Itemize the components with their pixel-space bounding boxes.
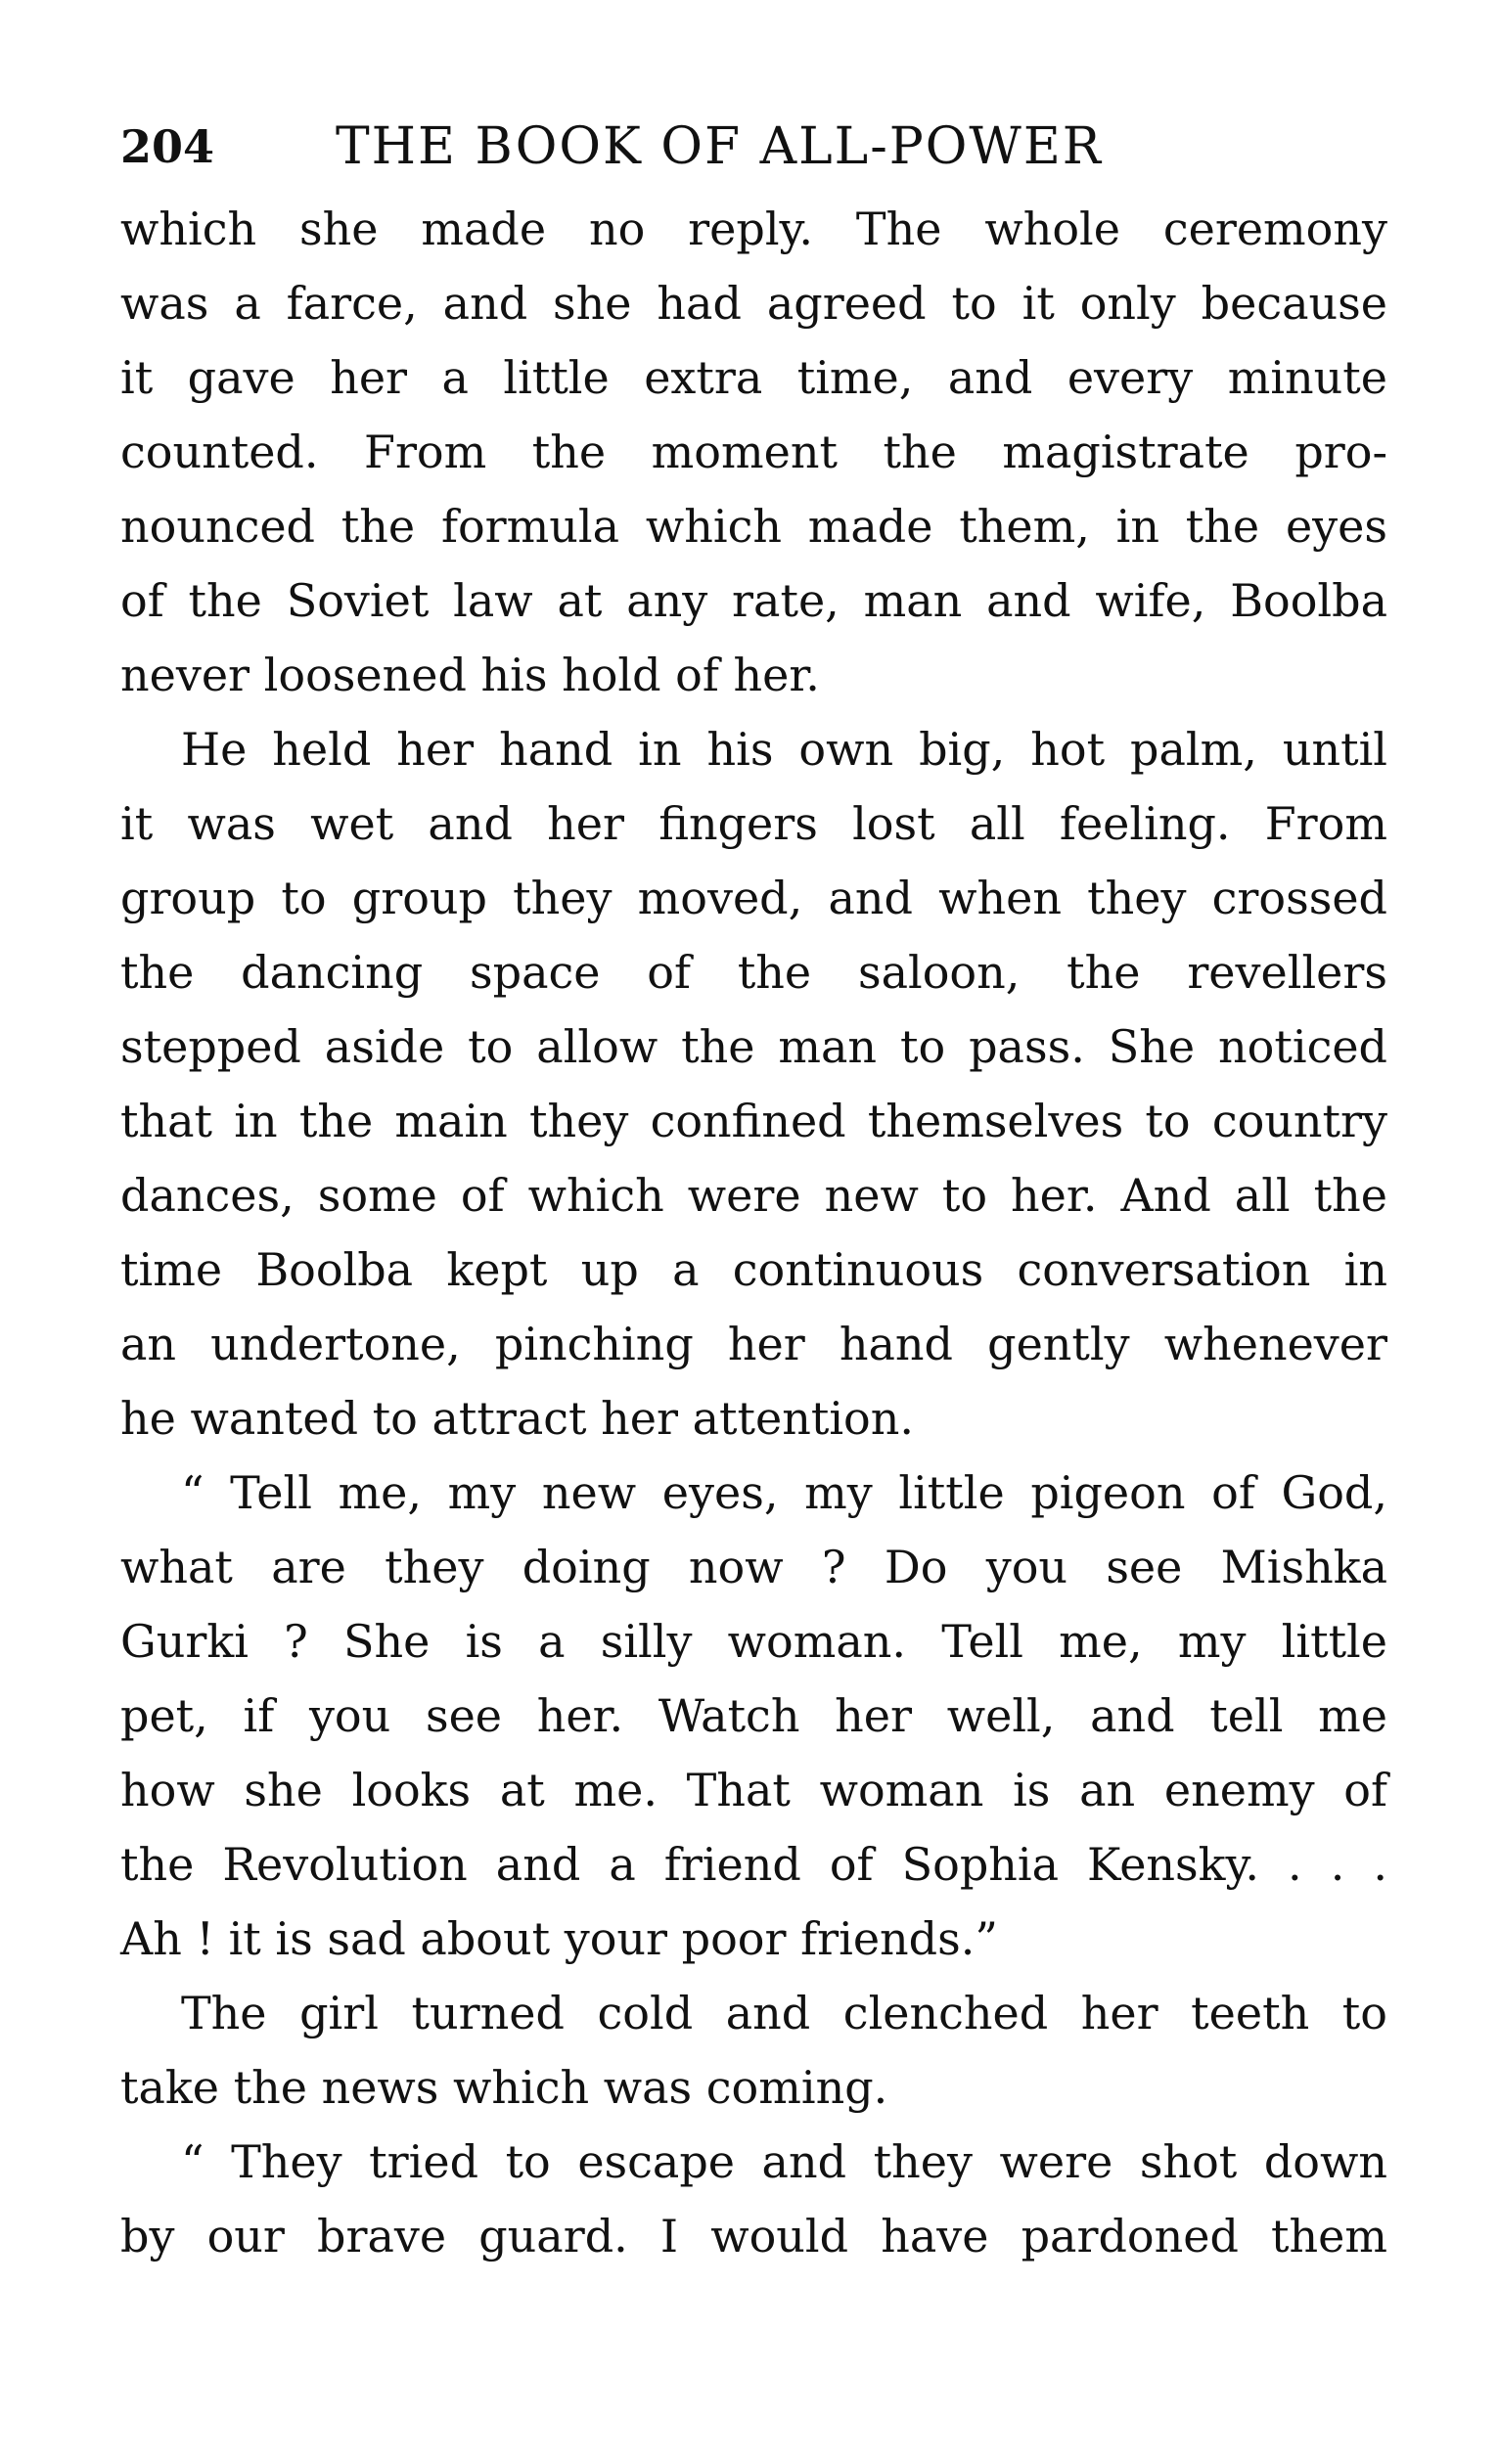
page-number: 204	[120, 120, 215, 173]
text-line: stepped aside to allow the man to pass. She noticed	[120, 1020, 1387, 1073]
text-line: dances, some of which were new to her. And all the	[120, 1169, 1387, 1222]
text-line: by our brave guard. I would have pardoned them	[120, 2210, 1387, 2262]
paragraph-4	[120, 1976, 1387, 2125]
text-line: nounced the formula which made them, in the eyes	[120, 500, 1387, 553]
text-line: he wanted to attract her attention.	[120, 1392, 914, 1445]
text-line: the dancing space of the saloon, the revellers	[120, 946, 1387, 999]
text-line: pet, if you see her. Watch her well, and tell me	[120, 1689, 1387, 1742]
text-line: “ Tell me, my new eyes, my little pigeon of God,	[181, 1466, 1387, 1519]
paragraph-3	[120, 1456, 1387, 1976]
text-line: what are they doing now ? Do you see Mishka	[120, 1541, 1387, 1593]
text-line: Gurki ? She is a silly woman. Tell me, my little	[120, 1615, 1387, 1668]
text-line: it was wet and her fingers lost all feeling. From	[120, 797, 1387, 850]
text-line: an undertone, pinching her hand gently whenever	[120, 1318, 1387, 1370]
text-line: Ah ! it is sad about your poor friends.”	[120, 1912, 998, 1965]
text-line: it gave her a little extra time, and every minute	[120, 351, 1387, 404]
paragraph-1	[120, 192, 1387, 712]
paragraph-5	[120, 2125, 1387, 2273]
text-line: counted. From the moment the magistrate pro-	[120, 426, 1387, 478]
book-page	[120, 108, 1387, 2273]
running-title: THE BOOK OF ALL-POWER	[336, 117, 1103, 176]
text-line: “ They tried to escape and they were shot down	[181, 2135, 1387, 2188]
text-line: take the news which was coming.	[120, 2061, 888, 2114]
text-line: the Revolution and a friend of Sophia Kensky. . . .	[120, 1838, 1387, 1891]
text-line: The girl turned cold and clenched her teeth to	[181, 1987, 1387, 2039]
text-line: of the Soviet law at any rate, man and wife, Boolba	[120, 574, 1387, 627]
text-line: how she looks at me. That woman is an enemy of	[120, 1764, 1387, 1816]
text-line: never loosened his hold of her.	[120, 649, 820, 701]
text-line: was a farce, and she had agreed to it only because	[120, 277, 1387, 330]
text-line: that in the main they confined themselves to country	[120, 1095, 1387, 1147]
page-header	[120, 108, 1387, 186]
text-line: He held her hand in his own big, hot palm, until	[181, 723, 1387, 776]
text-line: which she made no reply. The whole ceremony	[120, 202, 1387, 255]
text-line: group to group they moved, and when they crossed	[120, 872, 1387, 924]
paragraph-2	[120, 712, 1387, 1456]
text-line: time Boolba kept up a continuous conversation in	[120, 1243, 1387, 1296]
